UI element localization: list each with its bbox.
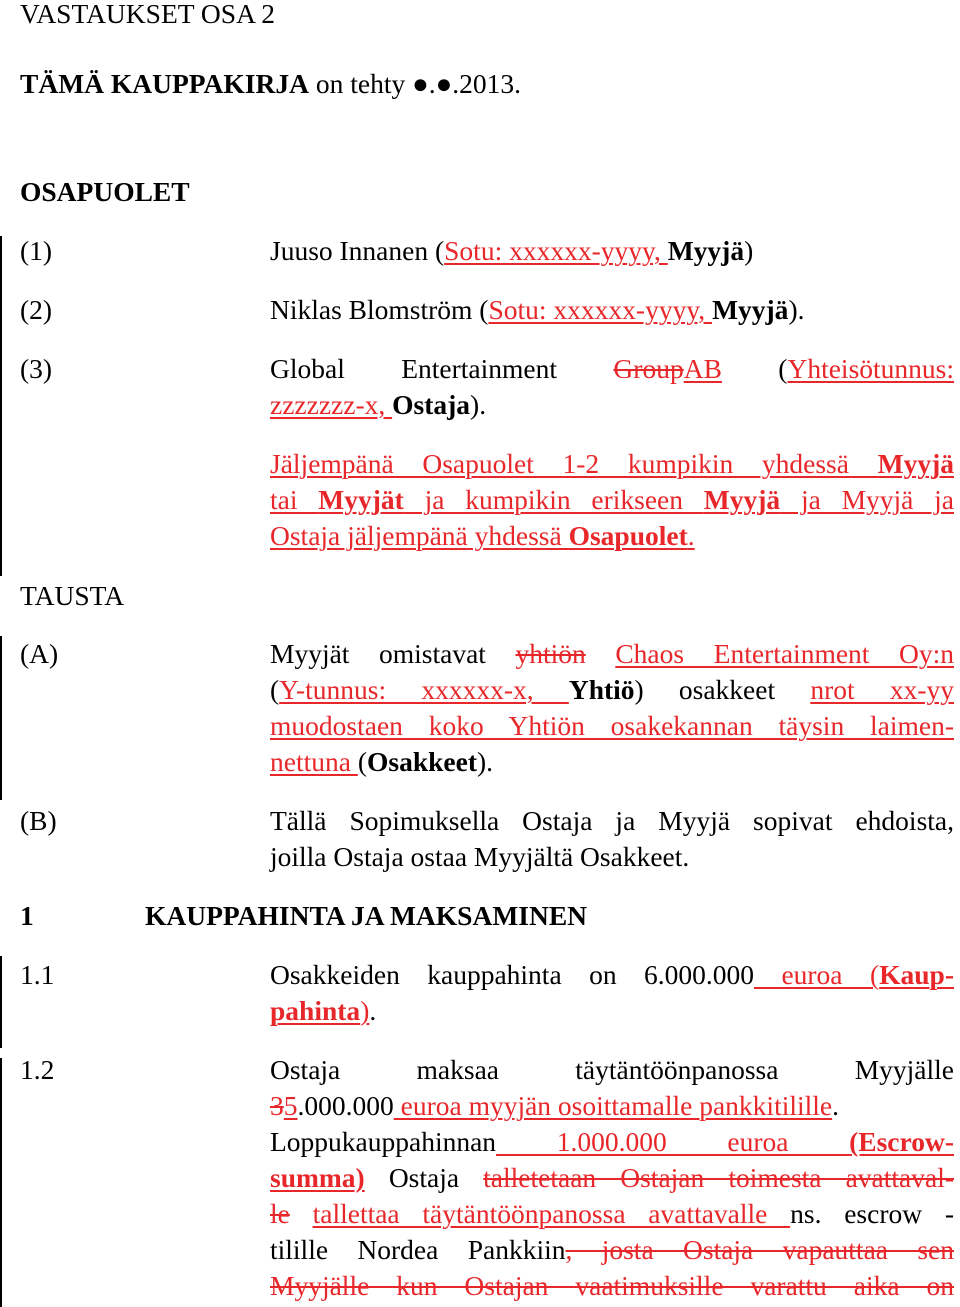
inserted-text: Yhteisötunnus: [787,353,954,384]
intro-rest: on tehty ●.●.2013. [308,68,521,99]
inserted-text: nrot xx-yy [810,674,954,705]
inserted-term: Osapuolet [568,520,688,551]
inserted-text: muodostaen koko Yhtiön osakekannan täysin laimen- [270,710,954,741]
inserted-text: 5 [283,1090,298,1121]
inserted-term: Myyjä [877,448,954,479]
inserted-text: zzzzzzz-x, [270,389,393,420]
defined-term: Myyjä [667,235,745,266]
party-3-text-line-1 [270,351,954,387]
section-1-number: 1 [20,900,34,931]
recital-a-line-1 [270,636,954,672]
text-run: tilille Nordea Pankkiin [270,1234,566,1265]
inserted-text: ) [360,995,370,1026]
inserted-text: tai [270,484,319,515]
deleted-text: talletetaan Ostajan toimesta avattaval- [483,1162,954,1193]
party-1-text [270,233,954,269]
text-run [290,1198,313,1229]
text-run: Ostaja [364,1162,484,1193]
party-2-text [270,292,954,328]
clause-1-2-line-4 [270,1160,954,1196]
clause-1-2-line-3 [270,1124,954,1160]
text-run: ). [477,746,494,777]
inserted-text: Ostaja jäljempänä yhdessä [270,520,569,551]
recital-b-line-2: joilla Ostaja ostaa Myyjältä Osakkeet. [270,841,690,872]
inserted-term: (Escrow- [849,1126,954,1157]
text-run: ( [270,674,280,705]
inserted-term: Kaup- [879,959,954,990]
deleted-text: Group [613,353,684,384]
defined-term: Yhtiö [568,674,635,705]
defined-term: Osakkeet [367,746,477,777]
clause-1-2-line-6 [270,1232,954,1268]
inserted-text: . [687,520,695,551]
recital-a-line-4 [270,744,954,780]
inserted-text: nettuna [270,746,358,777]
recital-b-number: (B) [20,805,57,836]
text-run: ( [721,353,788,384]
text-run: ) osakkeet [634,674,811,705]
parties-note-line-2 [270,482,954,518]
intro-line [20,66,521,102]
text-run: Niklas Blomström ( [270,294,489,325]
text-run: ). [470,389,487,420]
clause-1-2-line-2 [270,1088,954,1124]
change-bar [0,636,2,800]
change-bar [0,1058,2,1307]
clause-1-1-line-1 [270,957,954,993]
text-run [586,638,616,669]
intro-bold: TÄMÄ KAUPPAKIRJA [20,68,309,99]
inserted-term: pahinta [270,995,361,1026]
parties-note-line-3 [270,518,954,554]
clause-1-1-number: 1.1 [20,959,55,990]
inserted-term: summa) [270,1162,365,1193]
inserted-text: euroa myyjän osoittamalle pankkitilille [393,1090,833,1121]
deleted-text: , josta Ostaja vapauttaa sen [565,1234,954,1265]
recital-a-number: (A) [20,638,59,669]
inserted-text: Sotu: xxxxxx-yyyy, [444,235,668,266]
deleted-text: yhtiön [515,638,586,669]
inserted-text: tallettaa täytäntöönpanossa avattavalle [312,1198,791,1229]
clause-1-2-line-1: Ostaja maksaa täytäntöönpanossa Myyjälle [270,1054,954,1085]
deleted-text: 3 [270,1090,284,1121]
party-2-number: (2) [20,294,53,325]
inserted-text: ja kumpikin erikseen [403,484,704,515]
party-3-number: (3) [20,353,53,384]
clause-1-2-number: 1.2 [20,1054,55,1085]
party-3-text-line-2 [270,387,954,423]
recital-b-line-1: Tällä Sopimuksella Ostaja ja Myyjä sopivat ehdoista, [270,805,954,836]
inserted-text: Y-tunnus: xxxxxx-x, [279,674,569,705]
clause-1-1-line-2 [270,993,954,1029]
recital-a-line-3 [270,708,954,744]
text-run: ) [744,235,754,266]
text-run: ). [788,294,805,325]
text-run: . [369,995,377,1026]
parties-heading: OSAPUOLET [20,176,190,207]
inserted-text: Jäljempänä Osapuolet 1-2 kumpikin yhdessä [270,448,878,479]
inserted-text: Chaos Entertainment Oy:n [615,638,954,669]
document-heading: VASTAUKSET OSA 2 [20,0,276,29]
inserted-text: Sotu: xxxxxx-yyyy, [488,294,713,325]
text-run: Myyjät omistavat [270,638,516,669]
defined-term: Ostaja [392,389,471,420]
deleted-text: le [270,1198,290,1229]
change-bar [0,956,2,1048]
inserted-text: AB [683,353,722,384]
text-run: ( [357,746,367,777]
text-run: Loppukauppahinnan [270,1126,497,1157]
inserted-text: ja Myyjä ja [780,484,954,515]
inserted-text: 1.000.000 euroa [496,1126,850,1157]
recital-a-line-2 [270,672,954,708]
text-run: Juuso Innanen ( [270,235,445,266]
text-run: .000.000 [297,1090,394,1121]
inserted-term: Myyjä [703,484,781,515]
text-run: . [832,1090,839,1121]
text-run: ns. escrow - [790,1198,954,1229]
background-heading: TAUSTA [20,580,125,611]
clause-1-2-line-7 [270,1268,954,1304]
clause-1-2-line-5 [270,1196,954,1232]
deleted-text: Myyjälle kun Ostajan vaatimuksille varattu aika on [270,1270,954,1301]
parties-note-line-1 [270,446,954,482]
text-run: Global Entertainment [270,353,614,384]
inserted-text: euroa ( [754,959,880,990]
inserted-term: Myyjät [318,484,404,515]
defined-term: Myyjä [712,294,789,325]
text-run: Osakkeiden kauppahinta on 6.000.000 [270,959,755,990]
party-1-number: (1) [20,235,53,266]
change-bar [0,236,2,576]
section-1-title: KAUPPAHINTA JA MAKSAMINEN [145,900,588,931]
